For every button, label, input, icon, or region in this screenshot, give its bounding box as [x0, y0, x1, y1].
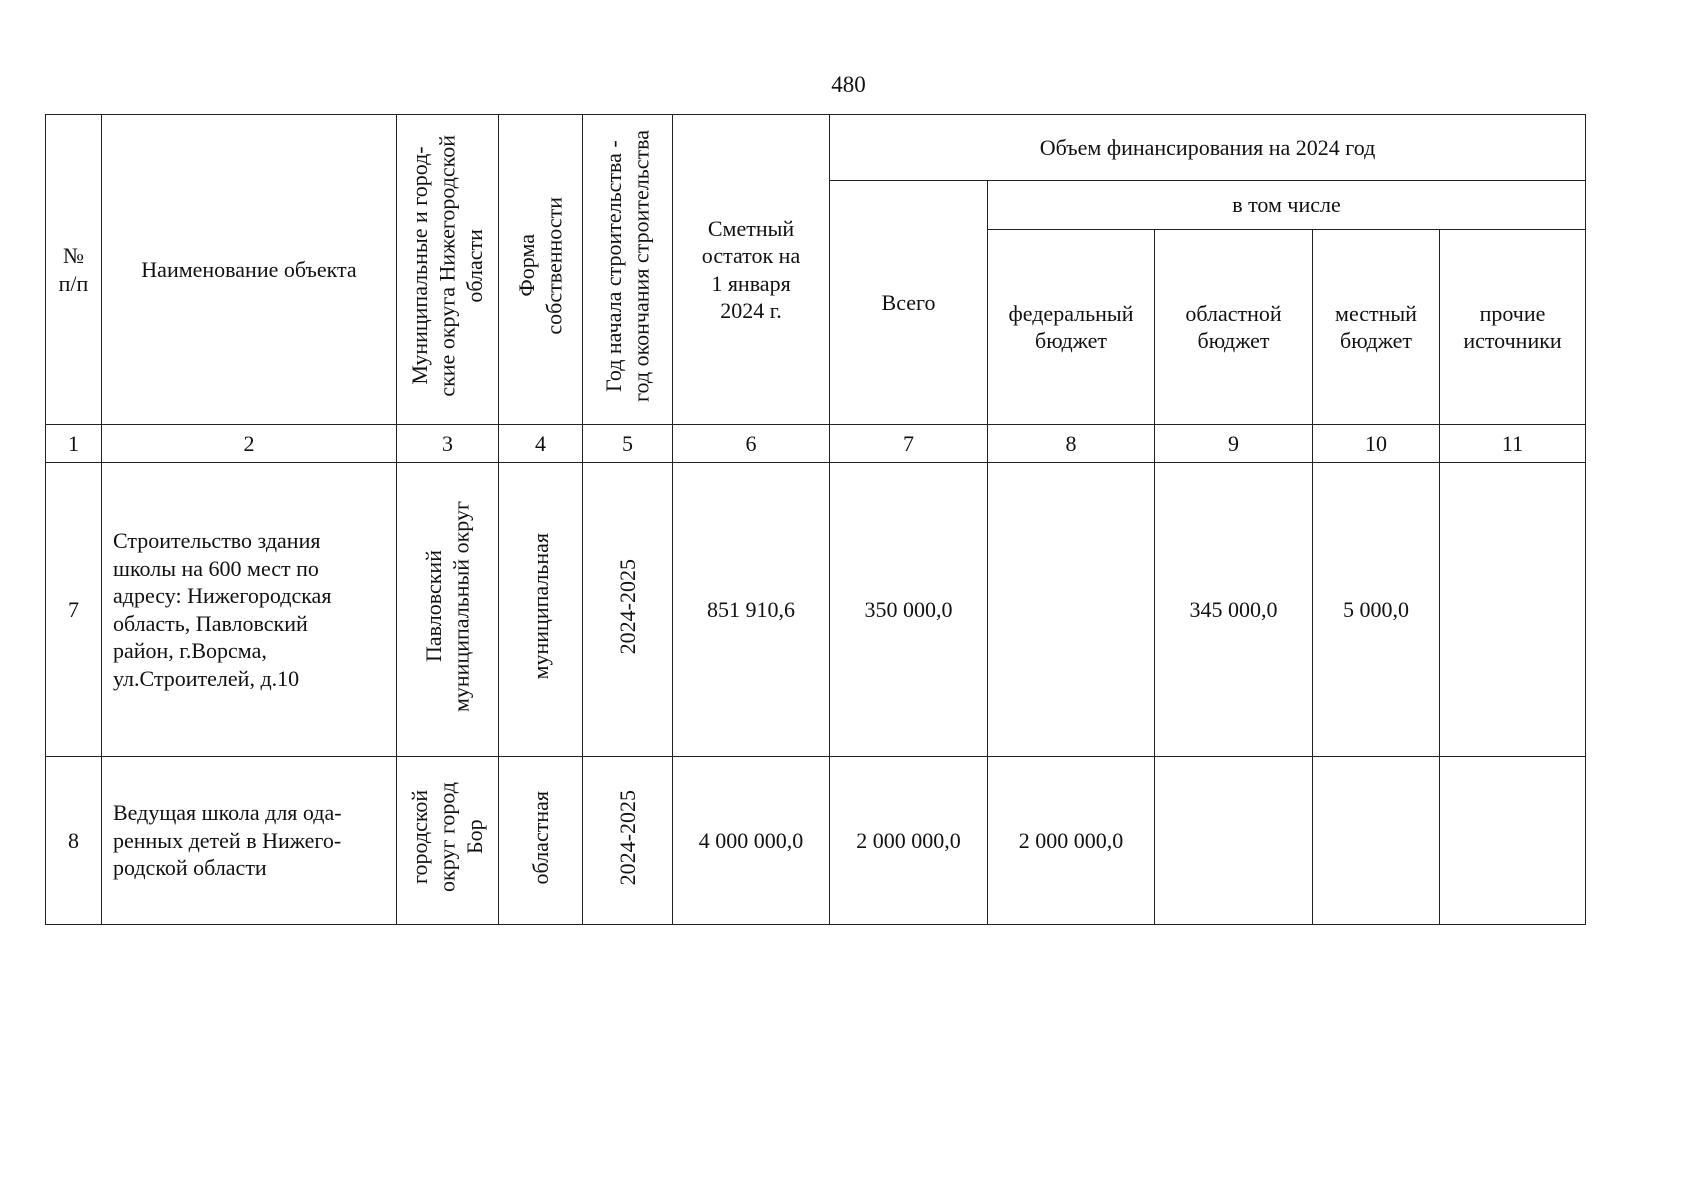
total-cell: 350 000,0 — [830, 463, 988, 757]
federal-cell: 2 000 000,0 — [988, 757, 1155, 925]
header-estimate: Сметный остаток на 1 января 2024 г. — [673, 115, 830, 425]
header-row-1 — [46, 115, 1586, 181]
column-number: 2 — [102, 425, 397, 463]
years-cell: 2024-2025 — [583, 757, 673, 925]
header-regional: областной бюджет — [1155, 230, 1313, 425]
column-number: 6 — [673, 425, 830, 463]
district-cell: городской округ город Бор — [397, 757, 499, 925]
column-number: 3 — [397, 425, 499, 463]
ownership-cell: областная — [499, 757, 583, 925]
column-number: 4 — [499, 425, 583, 463]
object-name: Строительство здания школы на 600 мест по адресу: Нижегородская область, Павловский район, г.Ворсма, ул.Строителей, д.10 — [102, 463, 397, 757]
column-number: 1 — [46, 425, 102, 463]
column-number: 9 — [1155, 425, 1313, 463]
ownership-cell: муниципальная — [499, 463, 583, 757]
federal-cell — [988, 463, 1155, 757]
header-federal: федеральный бюджет — [988, 230, 1155, 425]
funding-table — [45, 114, 1586, 925]
total-cell: 2 000 000,0 — [830, 757, 988, 925]
regional-cell: 345 000,0 — [1155, 463, 1313, 757]
header-including: в том числе — [988, 181, 1586, 230]
column-number: 10 — [1313, 425, 1440, 463]
column-number: 8 — [988, 425, 1155, 463]
page-number: 480 — [831, 72, 866, 97]
column-numbers-row — [46, 425, 1586, 463]
estimate-cell: 4 000 000,0 — [673, 757, 830, 925]
district-cell: Павловский муниципальный округ — [397, 463, 499, 757]
header-name: Наименование объекта — [102, 115, 397, 425]
header-num: № п/п — [46, 115, 102, 425]
row-num: 7 — [46, 463, 102, 757]
row-num: 8 — [46, 757, 102, 925]
local-cell — [1313, 757, 1440, 925]
header-funding-group: Объем финансирования на 2024 год — [830, 115, 1586, 181]
estimate-cell: 851 910,6 — [673, 463, 830, 757]
header-years: Год начала строительства - год окончания строительства — [583, 115, 673, 425]
column-number: 7 — [830, 425, 988, 463]
header-local: местный бюджет — [1313, 230, 1440, 425]
years-cell: 2024-2025 — [583, 463, 673, 757]
regional-cell — [1155, 757, 1313, 925]
other-cell — [1440, 757, 1586, 925]
object-name: Ведущая школа для ода- ренных детей в Нижего- родской области — [102, 757, 397, 925]
header-total: Всего — [830, 181, 988, 425]
table-row — [46, 463, 1586, 757]
column-number: 5 — [583, 425, 673, 463]
other-cell — [1440, 463, 1586, 757]
header-other: прочие источники — [1440, 230, 1586, 425]
header-district: Муниципальные и город- ские округа Нижегородской области — [397, 115, 499, 425]
column-number: 11 — [1440, 425, 1586, 463]
local-cell: 5 000,0 — [1313, 463, 1440, 757]
header-ownership: Форма собственности — [499, 115, 583, 425]
table-row — [46, 757, 1586, 925]
